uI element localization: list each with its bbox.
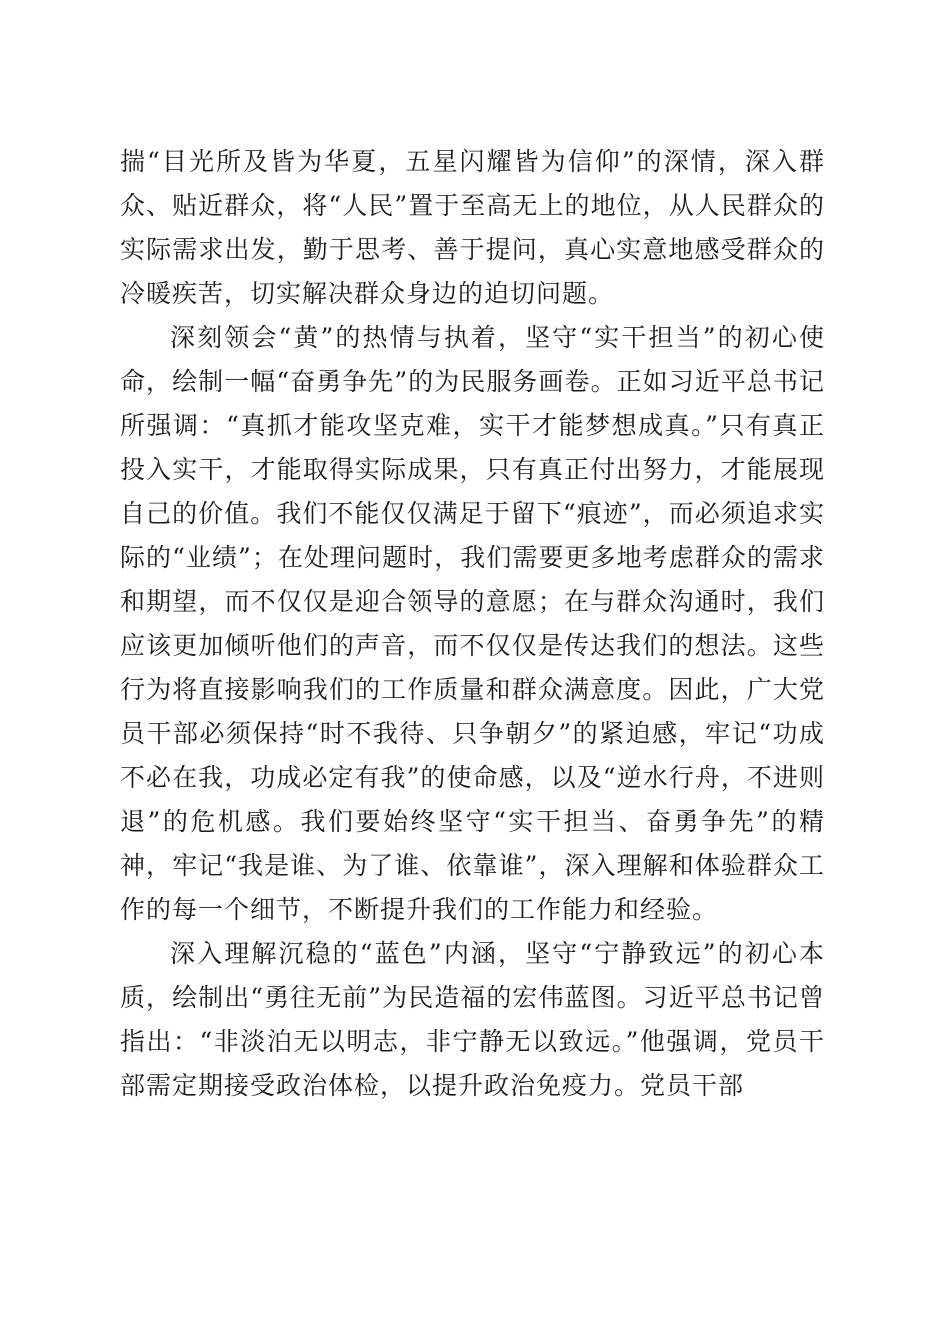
paragraph-1: 揣“目光所及皆为华夏，五星闪耀皆为信仰”的深情，深入群众、贴近群众，将“人民”置于至高无上的地位，从人民群众的实际需求出发，勤于思考、善于提问，真心实意地感受群众的冷暖疾苦，切实解决群众身边的迫切问题。	[120, 147, 825, 308]
body-text	[120, 140, 825, 1108]
paragraph-3: 深入理解沉稳的“蓝色”内涵，坚守“宁静致远”的初心本质，绘制出“勇往无前”为民造福的宏伟蓝图。习近平总书记曾指出：“非淡泊无以明志，非宁静无以致远。”他强调，党员干部需定期接受政治体检，以提升政治免疫力。党员干部	[120, 939, 825, 1100]
paragraph-2: 深刻领会“黄”的热情与执着，坚守“实干担当”的初心使命，绘制一幅“奋勇争先”的为民服务画卷。正如习近平总书记所强调：“真抓才能攻坚克难，实干才能梦想成真。”只有真正投入实干，才能取得实际成果，只有真正付出努力，才能展现自己的价值。我们不能仅仅满足于留下“痕迹”，而必须追求实际的“业绩”；在处理问题时，我们需要更多地考虑群众的需求和期望，而不仅仅是迎合领导的意愿；在与群众沟通时，我们应该更加倾听他们的声音，而不仅仅是传达我们的想法。这些行为将直接影响我们的工作质量和群众满意度。因此，广大党员干部必须保持“时不我待、只争朝夕”的紧迫感，牢记“功成不必在我，功成必定有我”的使命感，以及“逆水行舟，不进则退”的危机感。我们要始终坚守“实干担当、奋勇争先”的精神，牢记“我是谁、为了谁、依靠谁”，深入理解和体验群众工作的每一个细节，不断提升我们的工作能力和经验。	[120, 323, 825, 924]
